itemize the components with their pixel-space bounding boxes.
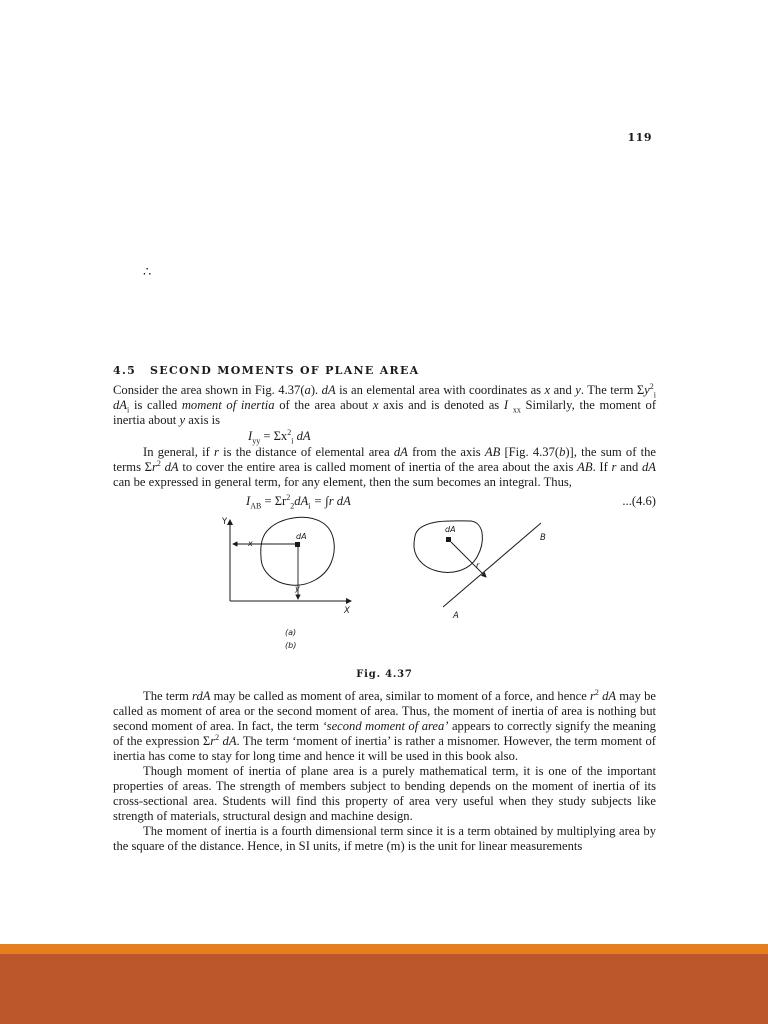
point-A-label: A [453,611,459,622]
equation-iyy: $I_{yy} = \Sigma x^2_i$ dA [248,427,311,446]
point-B-label: B [540,533,546,544]
footer-stripe [0,944,768,954]
section-heading [113,364,656,378]
paragraph-1: Consider the area shown in Fig. 4.37(a). dA is an elemental area with coordinates as x and y. The term $\Sigma y^2_i$ $dA_i$ is called moment of inertia of the area about x axis and is denoted as I $_{xx}$ Similarly, the moment of inertia about y axis is [113,381,657,427]
dA-label-b: dA [445,525,456,535]
therefore-symbol: ∴ [143,264,152,279]
figure-a-label: (a) [285,628,297,638]
element-dA-a [295,542,300,547]
element-dA-b [446,537,451,542]
x-axis-label: X [344,606,350,617]
area-outline-a [261,518,335,586]
figure-4-37-diagram [113,515,656,663]
footer-band [0,954,768,1024]
figure-a [221,517,351,650]
dA-label-a: dA [296,532,307,542]
equation-number: ...(4.6) [622,494,656,509]
x-dimension-label: x [248,539,253,549]
paragraph-3: The term rdA may be called as moment of area, similar to moment of a force, and hence $r^2$ dA may be called as moment of area or the second moment of area. Thus, the moment of inertia of area is nothing but second moment of area. In fact, the term ‘second moment of area’ appears to correctly signify the meaning of the expression $\Sigma r^2$ dA. The term ‘moment of inertia’ is rather a misnomer. However, the term moment of inertia has come to stay for long time and hence it will be used in this book also. [113,688,657,764]
figure-b-label: (b) [285,641,297,651]
equation-4-6: $I_{AB} = \Sigma r^2_2dA_i = \int r$ dA ...(4.6) [246,493,656,511]
figure-caption: Fig. 4.37 [356,669,413,681]
paragraph-2: In general, if r is the distance of elemental area dA from the axis AB [Fig. 4.37(b)], the sum of the terms $\Sigma r^2$ dA to cover the entire area is called moment of inertia of the area about the axis AB. If r and dA can be expressed in general term, for any element, then the sum becomes an integral. Thus, [113,444,656,489]
axis-AB [443,523,541,607]
section-title: SECOND MOMENTS OF PLANE AREA [150,364,420,377]
page-content [113,364,656,853]
page-number: 119 [627,131,652,144]
paragraph-5: The moment of inertia is a fourth dimensional term since it is a term obtained by multiplying area by the square of the distance. Hence, in SI units, if metre (m) is the unit for linear measurements [113,823,656,853]
r-label: r [476,561,480,571]
figure-4-37 [113,515,656,663]
paragraph-4: Though moment of inertia of plane area is a purely mathematical term, it is one of the important properties of areas. The strength of members subject to bending depends on the moment of inertia of its cross-sectional area. Students will find this property of area very useful when they study subjects like strength of materials, structural design and machine design. [113,763,656,823]
figure-b [414,521,546,621]
y-axis-label: Y [222,517,228,528]
y-dimension-label: y [295,584,300,594]
section-number: 4.5 [113,364,137,377]
